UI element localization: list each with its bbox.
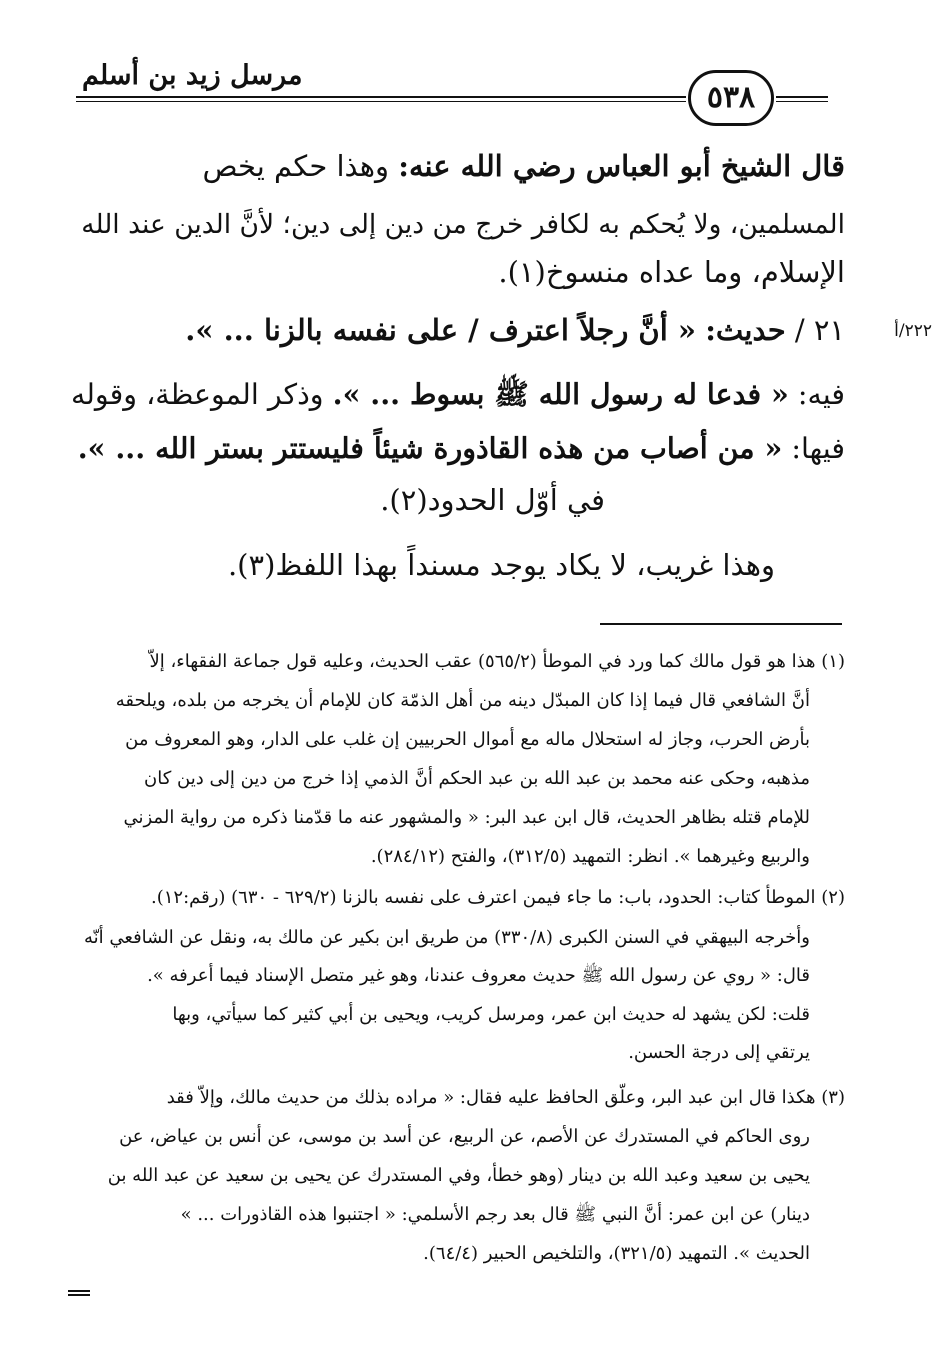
hadith-number: ٢١ / xyxy=(794,313,845,347)
main-text-fragment: وهذا حكم يخص xyxy=(202,149,390,183)
main-text-line: المسلمين، ولا يُحكم به لكافر خرج من دين إلى دين؛ لأنَّ الدين عند الله xyxy=(81,209,845,240)
main-text-line xyxy=(78,428,845,469)
manuscript-folio-reference: ٢٢٢/أ xyxy=(894,321,932,341)
main-text-line: الإسلام، وما عداه منسوخ(١). xyxy=(498,255,845,289)
footnote-line: للإمام قتله بظاهر الحديث، قال ابن عبد البر: « والمشهور عنه ما قدّمنا ذكره من رواية المزني xyxy=(123,807,810,828)
hadith-heading-line xyxy=(185,310,845,350)
header-rule xyxy=(76,96,686,98)
footnote-line: يرتقي إلى درجة الحسن. xyxy=(628,1042,810,1063)
footnote-line: دينار) عن ابن عمر: أنَّ النبي ﷺ قال بعد رجم الأسلمي: « اجتنبوا هذه القاذورات ... » xyxy=(180,1204,810,1225)
footnote-line: روى الحاكم في المستدرك عن الأصم، عن الربيع، عن أسد بن موسى، عن أنس بن عياض، عن xyxy=(119,1126,810,1147)
main-text-fragment: وذكر الموعظة، وقوله xyxy=(70,378,324,411)
footnote-line: (٢) الموطأ كتاب: الحدود، باب: ما جاء فيمن اعترف على نفسه بالزنا (٦٢٩/٢ - ٦٣٠) (رقم:١٢). xyxy=(150,887,845,908)
header-rule xyxy=(776,96,828,98)
footnote-line: والربيع وغيرهما ». انظر: التمهيد (٣١٢/٥)، والفتح (٢٨٤/١٢). xyxy=(370,846,810,867)
main-text-fragment: فيها: xyxy=(791,432,845,465)
hadith-label: حديث: xyxy=(705,313,786,347)
running-header-title: مرسل زيد بن أسلم xyxy=(82,60,303,91)
footnote-line: وأخرجه البيهقي في السنن الكبرى (٣٣٠/٨) من طريق ابن بكير عن مالك به، ونقل عن الشافعي أنّه xyxy=(84,927,810,948)
main-text-line xyxy=(71,374,845,415)
main-text-line: وهذا غريب، لا يكاد يوجد مسنداً بهذا اللفظ(٣). xyxy=(227,548,775,582)
footnote-line: (٣) هكذا قال ابن عبد البر، وعلّق الحافظ عليه فقال: « مراده بذلك من حديث مالك، وإلاّ فقد xyxy=(166,1087,845,1108)
hadith-quote: « فدعا له رسول الله ﷺ بسوط ... ». xyxy=(332,377,789,411)
footnote-line: الحديث ». التمهيد (٣٢١/٥)، والتلخيص الحبير (٦٤/٤). xyxy=(423,1243,810,1264)
page-end-mark xyxy=(68,1290,90,1296)
main-text-fragment: فيه: xyxy=(797,378,845,411)
page-number: ٥٣٨ xyxy=(688,70,774,126)
footnote-line: أنَّ الشافعي قال فيما إذا كان المبدّل دينه من أهل الذمّة كان للإمام أن يخرجه من بلده، ويلحقه xyxy=(115,690,810,711)
header-rule xyxy=(776,101,828,102)
footnote-separator xyxy=(600,623,842,625)
sheikh-statement-heading: قال الشيخ أبو العباس رضي الله عنه: xyxy=(398,149,845,183)
hadith-text: « أنَّ رجلاً اعترف / على نفسه بالزنا ... ». xyxy=(185,313,696,347)
footnote-line: (١) هذا هو قول مالك كما ورد في الموطأ (٥٦٥/٢) عقب الحديث، وعليه قول جماعة الفقهاء، إلاّ xyxy=(149,651,845,672)
footnote-line: يحيى بن سعيد وعبد الله بن دينار (وهو خطأ، وفي المستدرك عن يحيى بن سعيد عن عبد الله بن xyxy=(107,1165,810,1186)
main-text-line: في أوّل الحدود(٢). xyxy=(380,483,605,517)
hadith-quote: « من أصاب من هذه القاذورة شيئاً فليستتر بستر الله ... ». xyxy=(77,431,783,465)
footnote-line: بأرض الحرب، وجاز له استحلال ماله مع أموال الحربيين إن غلب على الدار، وهو المعروف من xyxy=(125,729,810,750)
header-rule xyxy=(76,101,686,102)
main-text-line xyxy=(202,146,845,186)
footnote-line: قال: « روي عن رسول الله ﷺ حديث معروف عندنا، وهو غير متصل الإسناد فيما أعرفه ». xyxy=(147,965,810,986)
footnote-line: قلت: لكن يشهد له حديث ابن عمر، ومرسل كريب، ويحيى بن أبي كثير كما سيأتي، وبها xyxy=(172,1004,810,1025)
footnote-line: مذهبه، وحكى عنه محمد بن عبد الله بن عبد الحكم أنَّ الذمي إذا خرج من دين إلى دين كان xyxy=(144,768,810,789)
